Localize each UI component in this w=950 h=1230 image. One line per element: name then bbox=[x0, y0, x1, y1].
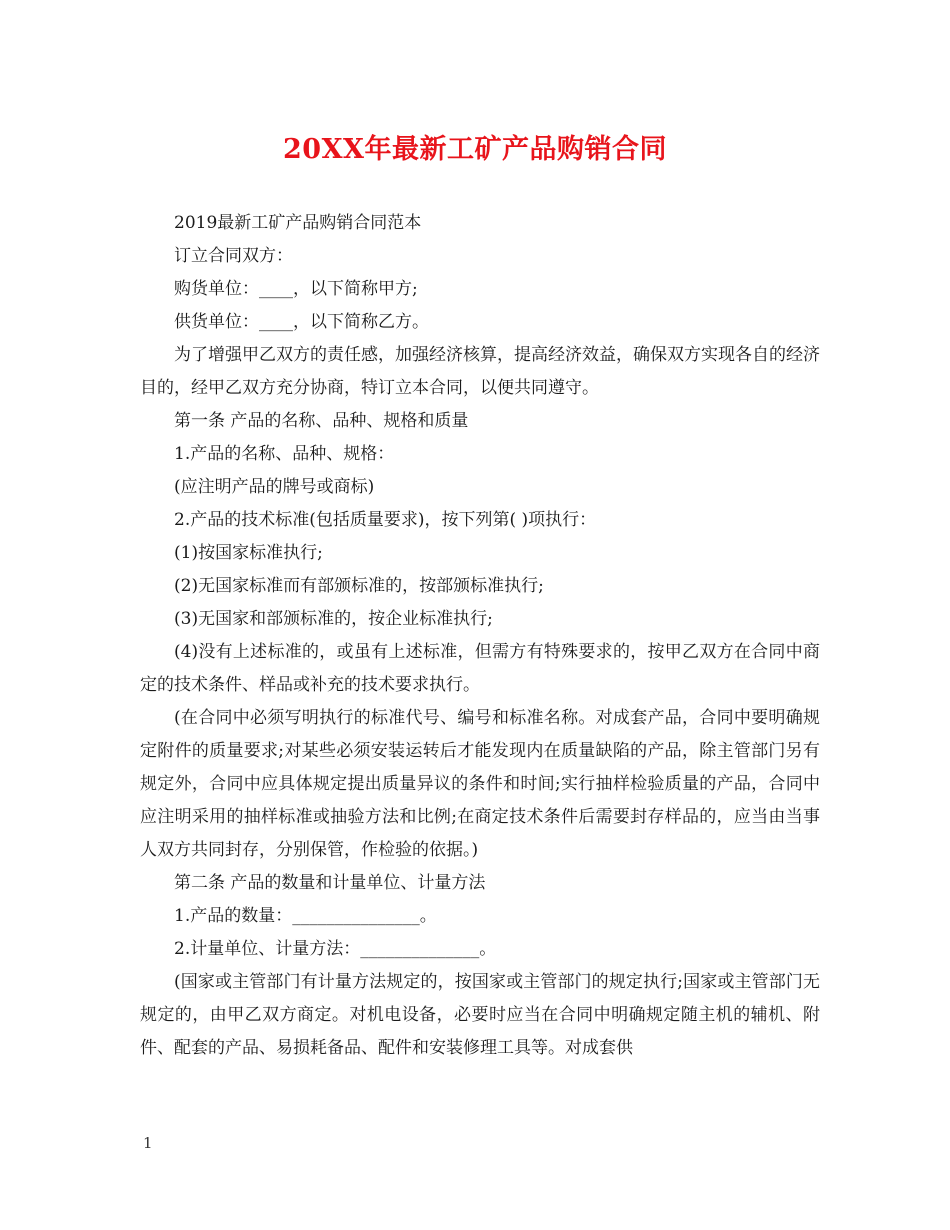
document-title: 20XX年最新工矿产品购销合同 bbox=[283, 134, 667, 165]
paragraph: 2.计量单位、计量方法：______________。 bbox=[174, 939, 497, 959]
section-heading: 第二条 产品的数量和计量单位、计量方法 bbox=[174, 873, 486, 893]
paragraph: (2)无国家标准而有部颁标准的，按部颁标准执行; bbox=[174, 576, 544, 596]
paragraph: 1.产品的名称、品种、规格： bbox=[174, 444, 395, 464]
paragraph: 购货单位：____，以下简称甲方; bbox=[174, 279, 418, 299]
paragraph: 供货单位：____，以下简称乙方。 bbox=[174, 312, 429, 332]
paragraph: (4)没有上述标准的，或虽有上述标准，但需方有特殊要求的，按甲乙双方在合同中商定的技术条件、样品或补充的技术要求执行。 bbox=[140, 642, 820, 695]
paragraph: 1.产品的数量：_______________。 bbox=[174, 906, 437, 926]
paragraph: (国家或主管部门有计量方法规定的，按国家或主管部门的规定执行;国家或主管部门无规定的，由甲乙双方商定。对机电设备，必要时应当在合同中明确规定随主机的辅机、附件、配套的产品、易损耗备品、配件和安装修理工具等。对成套供 bbox=[140, 972, 820, 1058]
page-number: 1 bbox=[143, 1134, 153, 1152]
paragraph: (1)按国家标准执行; bbox=[174, 543, 323, 563]
paragraph: 为了增强甲乙双方的责任感，加强经济核算，提高经济效益，确保双方实现各自的经济目的，经甲乙双方充分协商，特订立本合同，以便共同遵守。 bbox=[140, 345, 820, 398]
paragraph: (应注明产品的牌号或商标) bbox=[174, 477, 375, 497]
document-body bbox=[140, 207, 820, 1065]
paragraph: 2019最新工矿产品购销合同范本 bbox=[174, 213, 422, 233]
paragraph: (3)无国家和部颁标准的，按企业标准执行; bbox=[174, 609, 493, 629]
paragraph: 2.产品的技术标准(包括质量要求)，按下列第( )项执行： bbox=[174, 510, 597, 530]
section-heading: 第一条 产品的名称、品种、规格和质量 bbox=[174, 411, 469, 431]
paragraph: (在合同中必须写明执行的标准代号、编号和标准名称。对成套产品，合同中要明确规定附件的质量要求;对某些必须安装运转后才能发现内在质量缺陷的产品，除主管部门另有规定外，合同中应具体规定提出质量异议的条件和时间;实行抽样检验质量的产品，合同中应注明采用的抽样标准或抽验方法和比例;在商定技术条件后需要封存样品的，应当由当事人双方共同封存，分别保管，作检验的依据。) bbox=[140, 708, 820, 860]
paragraph: 订立合同双方： bbox=[174, 246, 293, 266]
